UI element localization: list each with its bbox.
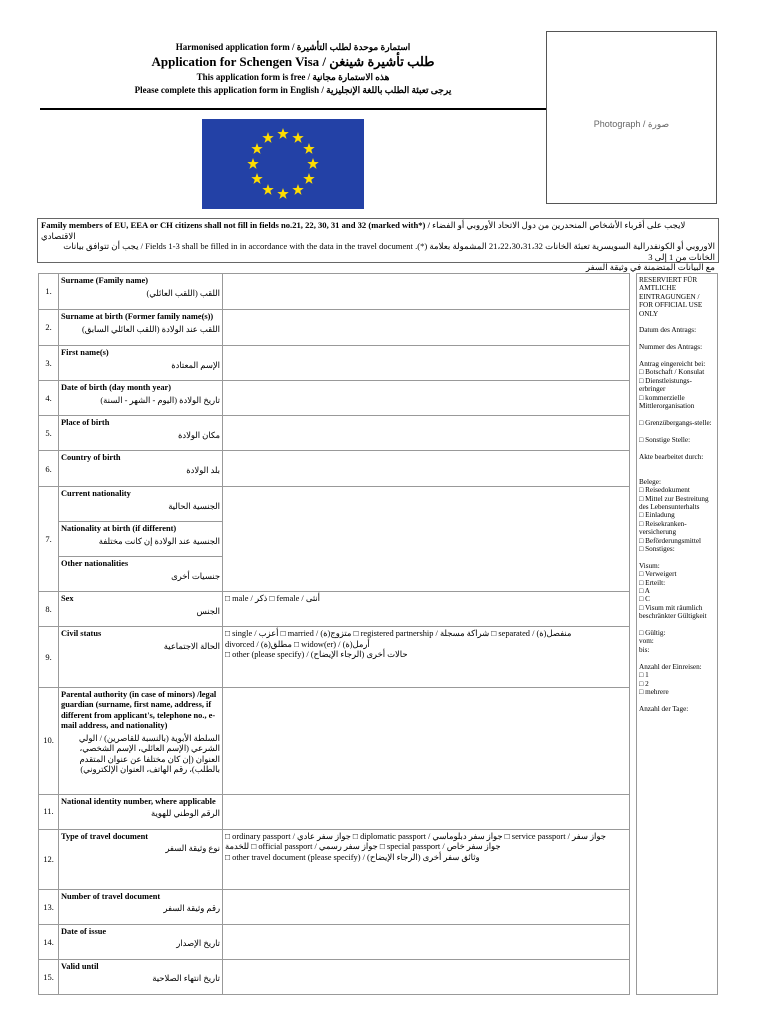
field-row-6 bbox=[39, 451, 630, 487]
official-use-line bbox=[639, 427, 715, 435]
field-label-ar: مكان الولادة bbox=[177, 430, 220, 440]
official-use-line: vom: bbox=[639, 637, 654, 646]
field-label: First name(s) bbox=[61, 348, 109, 358]
official-use-line: □ A bbox=[639, 587, 650, 596]
official-use-line: □ Gültig: bbox=[639, 629, 666, 638]
doc-option-line[interactable]: □ ordinary passport / جواز سفر عادي □ diplomatic passport / جواز سفر دبلوماسي □ service passport / جواز سفر bbox=[225, 831, 606, 841]
field-row-3 bbox=[39, 346, 630, 381]
field-label: Surname (Family name) bbox=[61, 276, 148, 285]
official-use-line bbox=[639, 696, 715, 704]
official-use-line: Visum: bbox=[639, 561, 660, 570]
field-label: Date of issue bbox=[61, 926, 107, 936]
row-number: 10. bbox=[39, 687, 59, 794]
notice-en: Family members of EU, EEA or CH citizens shall not fill in fields no.21, 22, 30, 31 and 32 (marked with*) / bbox=[41, 220, 430, 230]
row-number: 6. bbox=[39, 451, 59, 487]
official-use-column bbox=[636, 273, 718, 995]
official-use-line: □ Sonstige Stelle: bbox=[639, 435, 691, 444]
valid-until-input[interactable] bbox=[223, 959, 630, 994]
notice-ar2: مع البيانات المتضمنة في وثيقة السفر bbox=[585, 262, 715, 272]
field-row-10 bbox=[39, 687, 630, 794]
official-use-line: □ Visum mit räumlich beschränkter Gültigkeit bbox=[639, 603, 707, 621]
field-label-ar: تاريخ انتهاء الصلاحية bbox=[152, 974, 220, 984]
field-label: Surname at birth (Former family name(s)) bbox=[61, 312, 214, 322]
field-row-15 bbox=[39, 959, 630, 994]
field-row-8 bbox=[39, 592, 630, 627]
row-number: 9. bbox=[39, 627, 59, 687]
field-label: Civil status bbox=[61, 629, 102, 639]
official-use-line bbox=[639, 654, 715, 662]
official-use-line: □ Mittel zur Bestreitung des Lebensunterhalts bbox=[639, 494, 709, 511]
row-number: 13. bbox=[39, 889, 59, 924]
official-use-line: □ Reisedokument bbox=[639, 486, 690, 495]
field-row-14 bbox=[39, 924, 630, 959]
field-label-ar: الجنسية الحالية bbox=[168, 501, 220, 511]
travel-document-number-input[interactable] bbox=[223, 889, 630, 924]
field-label: Other nationalities bbox=[61, 559, 129, 569]
row-number: 11. bbox=[39, 794, 59, 829]
row-number: 4. bbox=[39, 381, 59, 416]
official-use-line bbox=[639, 411, 715, 419]
field-row-12 bbox=[39, 829, 630, 889]
official-use-line: Nummer des Antrags: bbox=[639, 343, 703, 352]
row-number: 3. bbox=[39, 346, 59, 381]
row-number: 14. bbox=[39, 924, 59, 959]
field-label-ar: اللقب عند الولادة (اللقب العائلي السابق) bbox=[81, 324, 220, 334]
field-label: Nationality at birth (if different) bbox=[61, 524, 177, 534]
official-use-line bbox=[639, 461, 715, 469]
field-label: Place of birth bbox=[61, 418, 110, 428]
field-label-ar: الرقم الوطني للهوية bbox=[151, 809, 220, 819]
date-of-birth-input[interactable] bbox=[223, 381, 630, 416]
row-number: 15. bbox=[39, 959, 59, 994]
guardian-input[interactable] bbox=[223, 687, 630, 794]
field-label-ar: رقم وثيقة السفر bbox=[163, 904, 220, 914]
field-label-ar: نوع وثيقة السفر bbox=[165, 844, 220, 854]
instructions-notice bbox=[37, 218, 719, 272]
field-row-13 bbox=[39, 889, 630, 924]
country-of-birth-input[interactable] bbox=[223, 451, 630, 487]
application-fields-table bbox=[38, 273, 630, 995]
field-row-2 bbox=[39, 310, 630, 346]
official-use-line bbox=[639, 352, 715, 360]
field-label-ar: الإسم المعتادة bbox=[171, 360, 220, 370]
official-use-line: RESERVIERT FÜR AMTLICHE EINTRAGUNGEN / FOR OFFICIAL USE ONLY bbox=[639, 276, 703, 318]
official-use-line bbox=[639, 553, 715, 561]
field-label: Sex bbox=[61, 594, 74, 604]
field-label-ar: الحالة الاجتماعية bbox=[163, 641, 220, 651]
civil-option-line[interactable]: □ other (please specify) / حالات أخرى (الرجاء الإيضاح) bbox=[225, 650, 408, 660]
date-of-issue-input[interactable] bbox=[223, 924, 630, 959]
national-id-input[interactable] bbox=[223, 794, 630, 829]
official-use-line: Akte bearbeitet durch: bbox=[639, 452, 704, 461]
official-use-line: □ Einladung bbox=[639, 511, 675, 520]
header-divider bbox=[40, 108, 547, 110]
civil-status-options[interactable] bbox=[223, 627, 630, 687]
field-label: Country of birth bbox=[61, 453, 121, 463]
field-label: National identity number, where applicable bbox=[61, 796, 216, 806]
first-name-input[interactable] bbox=[223, 346, 630, 381]
row-number: 1. bbox=[39, 274, 59, 310]
official-use-line bbox=[639, 335, 715, 343]
official-use-line: □ C bbox=[639, 595, 650, 604]
travel-document-options[interactable] bbox=[223, 829, 630, 889]
official-use-line bbox=[639, 621, 715, 629]
notice-mid: الاوروبي أو الكونفدرالية السويسرية تعبئة الخانات 21،22،30،31،32 المشمولة بعلامة (*). Fields 1-3 shall be filled in in accordance with the data in the travel document / يجب أن تتوافق بيانات الخانات من 1 إلى 3 bbox=[63, 241, 715, 262]
official-use-line: Anzahl der Tage: bbox=[639, 704, 689, 713]
official-use-line: Belege: bbox=[639, 477, 661, 486]
field-label-ar: السلطة الأبوية (بالنسبة للقاصرين) / الولي الشرعي (الإسم العائلي، الإسم الشخصي، العنوان (إن كان مختلفا عن عنوان المتقدم بالطلب)، رقم الهاتف، العنوان الإلكتروني) bbox=[78, 733, 220, 775]
field-row-11 bbox=[39, 794, 630, 829]
row-number: 5. bbox=[39, 416, 59, 451]
nationality-input[interactable] bbox=[223, 487, 630, 592]
surname-at-birth-input[interactable] bbox=[223, 310, 630, 346]
official-use-line: □ Beförderungsmittel bbox=[639, 536, 702, 545]
field-row-1 bbox=[39, 274, 630, 310]
form-title: Application for Schengen Visa / طلب تأشيرة شينغن bbox=[151, 54, 435, 69]
sex-options[interactable]: □ male / ذكر □ female / أنثى bbox=[223, 592, 630, 627]
photo-label: Photograph / صورة bbox=[593, 119, 670, 129]
official-use-line: □ Reisekranken-versicherung bbox=[639, 519, 687, 537]
form-language-note: Please complete this application form in English / يرجى تعبئة الطلب باللغة الإنجليزية bbox=[134, 85, 452, 95]
field-label: Type of travel document bbox=[61, 831, 149, 841]
eu-flag-icon bbox=[202, 119, 364, 209]
official-use-line bbox=[639, 318, 715, 326]
official-use-line: □ 1 bbox=[639, 671, 649, 680]
row-number: 7. bbox=[39, 487, 59, 592]
doc-option-line[interactable]: للخدمة □ official passport / جواز سفر رسمي □ special passport / جواز سفر خاص bbox=[225, 842, 501, 852]
official-use-line: Datum des Antrags: bbox=[639, 326, 697, 335]
official-use-line: □ Botschaft / Konsulat bbox=[639, 368, 705, 377]
field-label-ar: بلد الولادة bbox=[186, 465, 220, 475]
field-label-ar: الجنسية عند الولادة إن كانت مختلفة bbox=[98, 536, 220, 546]
field-label: Valid until bbox=[61, 961, 99, 971]
field-label: Parental authority (in case of minors) /legal guardian (surname, first name, address, if different from applicant's, telephone no., e-mail address, and nationality) bbox=[61, 689, 217, 731]
official-use-line: □ mehrere bbox=[639, 687, 669, 696]
official-use-line: □ Sonstiges: bbox=[639, 545, 675, 553]
official-use-line: □ 2 bbox=[639, 679, 649, 688]
official-use-line: Antrag eingereicht bei: bbox=[639, 360, 706, 369]
field-row-5 bbox=[39, 416, 630, 451]
notice-ar1: لايجب على أقرباء الأشخاص المنحدرين من دول الاتحاد الأوروبي أو الفضاء الاقتصادي bbox=[41, 220, 686, 241]
civil-option-line[interactable]: □ single / أعزب □ married / متزوج(ة) □ registered partnership / شراكة مسجلة □ separated / منفصل(ة) bbox=[225, 629, 572, 639]
field-row-9 bbox=[39, 627, 630, 687]
official-use-line: □ Grenzübergangs-stelle: bbox=[639, 418, 712, 427]
field-label-ar: اللقب (اللقب العائلي) bbox=[146, 288, 220, 298]
field-row-7a bbox=[39, 487, 630, 522]
field-label-ar: جنسيات أخرى bbox=[171, 571, 220, 581]
official-use-line: □ Dienstleistungs-erbringer bbox=[639, 376, 692, 394]
official-use-line bbox=[639, 444, 715, 452]
official-use-line: □ Erteilt: bbox=[639, 578, 666, 587]
official-use-line: Anzahl der Einreisen: bbox=[639, 662, 702, 671]
row-number: 2. bbox=[39, 310, 59, 346]
field-label-ar: تاريخ الولادة (اليوم - الشهر - السنة) bbox=[100, 395, 220, 405]
official-use-line: □ kommerzielle Mittlerorganisation bbox=[639, 393, 695, 411]
civil-option-line[interactable]: divorced / مطلق(ة) □ widow(er) / أرمل(ة) bbox=[225, 639, 370, 649]
field-label: Date of birth (day month year) bbox=[61, 383, 172, 393]
official-use-line: bis: bbox=[639, 645, 650, 654]
official-use-line bbox=[639, 469, 715, 477]
field-label: Number of travel document bbox=[61, 891, 161, 901]
doc-option-line[interactable]: □ other travel document (please specify) / وثائق سفر أخرى (الرجاء الإيضاح) bbox=[225, 852, 480, 862]
surname-input[interactable] bbox=[223, 274, 630, 310]
official-use-line: □ Verweigert bbox=[639, 570, 677, 579]
row-number: 12. bbox=[39, 829, 59, 889]
form-subtitle: Harmonised application form / استمارة موحدة لطلب التأشيرة bbox=[175, 42, 411, 52]
place-of-birth-input[interactable] bbox=[223, 416, 630, 451]
form-free-note: This application form is free / هذه الاستمارة مجانية bbox=[196, 72, 390, 82]
photo-box[interactable] bbox=[546, 31, 717, 204]
field-label-ar: الجنس bbox=[196, 606, 220, 616]
row-number: 8. bbox=[39, 592, 59, 627]
field-row-4 bbox=[39, 381, 630, 416]
field-label: Current nationality bbox=[61, 489, 131, 499]
field-label-ar: تاريخ الإصدار bbox=[176, 939, 220, 949]
